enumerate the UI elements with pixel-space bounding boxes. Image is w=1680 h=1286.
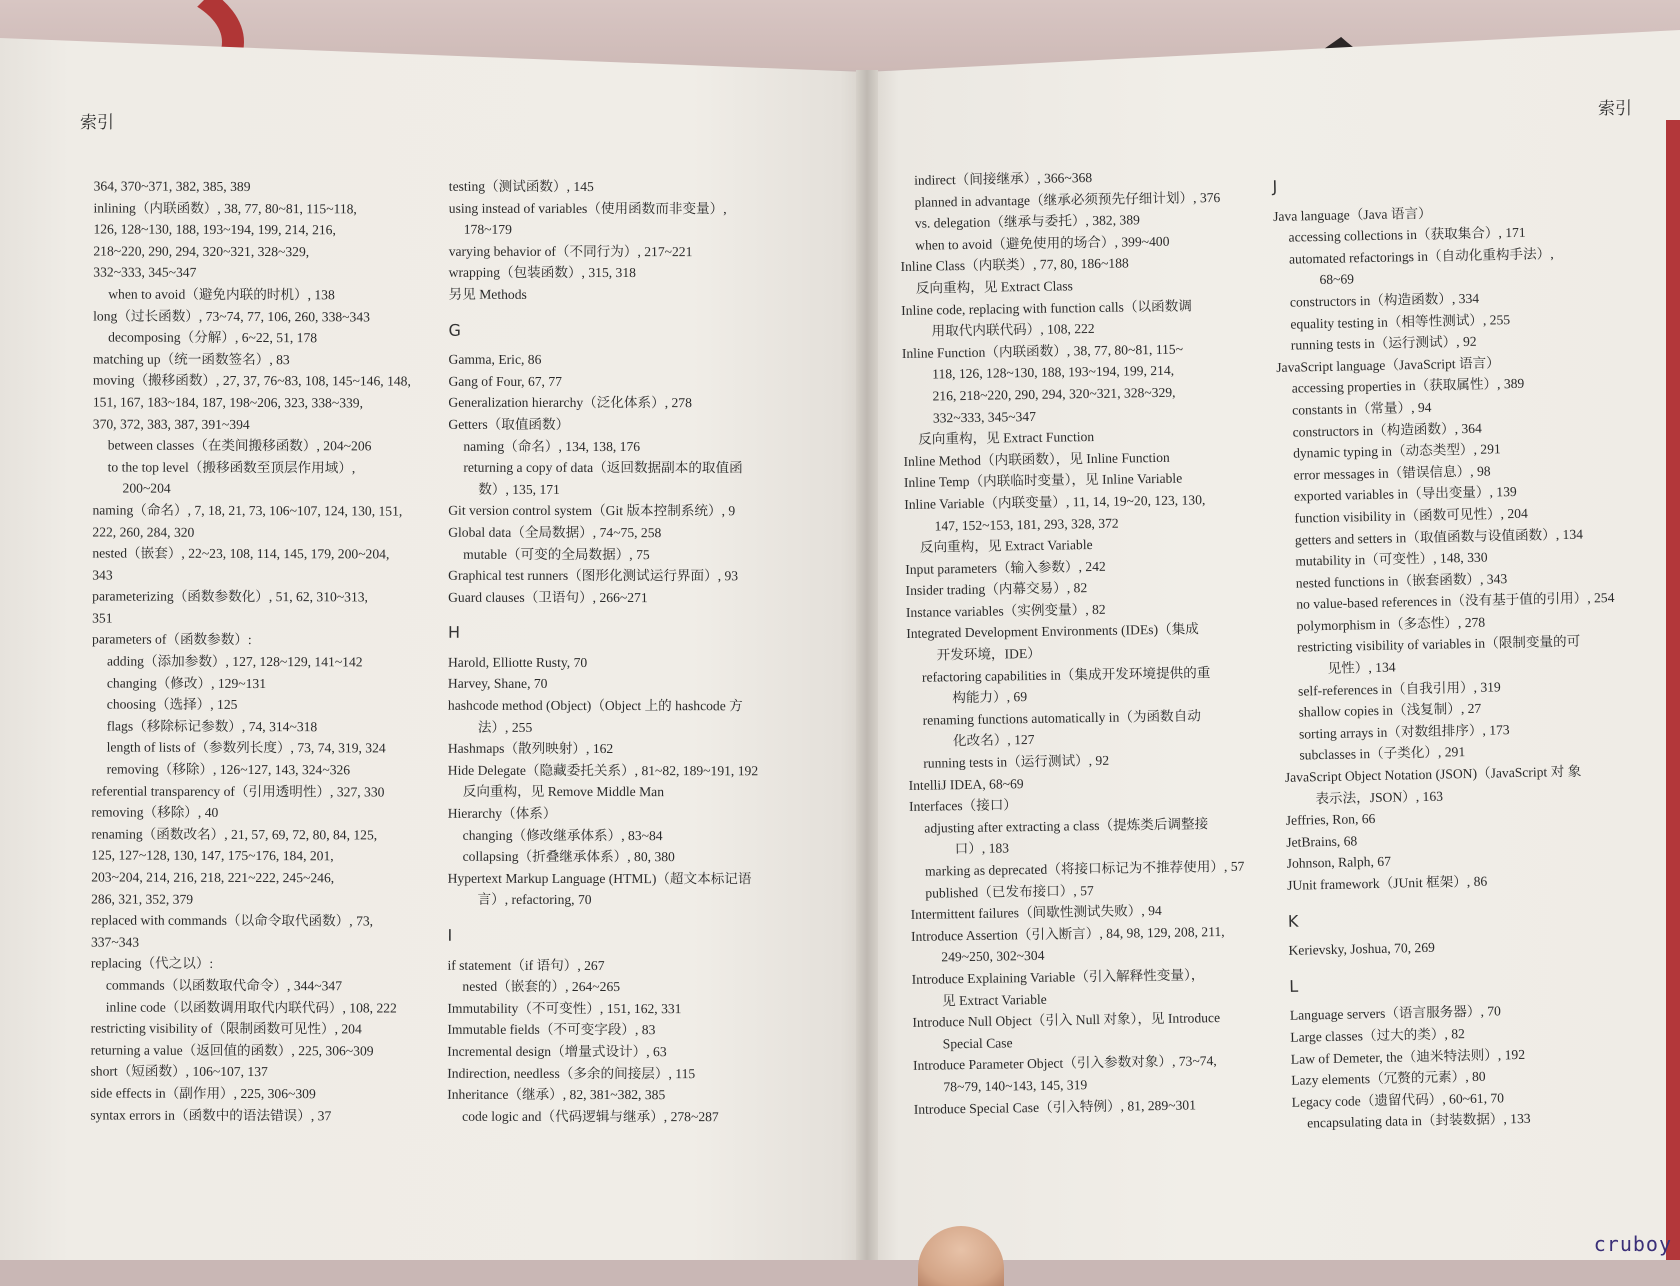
index-entry: Integrated Development Environments (IDEs)（集成 <box>906 621 1199 642</box>
index-entry: Jeffries, Ron, 66 <box>1285 811 1376 829</box>
index-entry: 言）, refactoring, 70 <box>477 892 592 908</box>
index-entry: Incremental design（增量式设计）, 63 <box>447 1043 667 1060</box>
index-entry: side effects in（副作用）, 225, 306~309 <box>90 1085 316 1102</box>
index-entry: wrapping（包装函数）, 315, 318 <box>448 265 636 281</box>
index-entry: changing（修改）, 129~131 <box>106 675 267 691</box>
index-entry: parameters of（函数参数）: <box>92 631 252 648</box>
index-column-1 <box>90 175 411 1126</box>
index-entry: referential transparency of（引用透明性）, 327, 330 <box>91 783 385 800</box>
index-entry: Guard clauses（卫语句）, 266~271 <box>448 589 648 605</box>
index-letter-heading: K <box>1287 911 1299 931</box>
index-entry: Inline code, replacing with function calls（以函数调 <box>901 297 1192 318</box>
index-entry: 222, 260, 284, 320 <box>92 523 195 540</box>
index-entry: indirect（间接继承）, 366~368 <box>914 169 1093 188</box>
index-entry: error messages in（错误信息）, 98 <box>1293 463 1491 483</box>
index-entry: function visibility in（函数可见性）, 204 <box>1294 505 1528 526</box>
index-entry: 216, 218~220, 290, 294, 320~321, 328~329, <box>932 384 1176 404</box>
index-entry: Legacy code（遗留代码）, 60~61, 70 <box>1291 1090 1505 1110</box>
index-entry: 数）, 135, 171 <box>478 481 560 497</box>
index-entry: 用取代内联代码）, 108, 222 <box>931 321 1095 339</box>
index-entry: constants in（常量）, 94 <box>1292 399 1432 418</box>
index-entry: 218~220, 290, 294, 320~321, 328~329, <box>93 243 310 259</box>
index-letter-heading: L <box>1289 976 1299 996</box>
index-entry: naming（命名）, 7, 18, 21, 73, 106~107, 124, 130, 151, <box>92 502 403 519</box>
index-entry: Lazy elements（冗赘的元素）, 80 <box>1291 1068 1486 1088</box>
index-entry: replacing（代之以）: <box>90 955 214 972</box>
index-entry: encapsulating data in（封装数据）, 133 <box>1306 1111 1531 1131</box>
index-entry: Harvey, Shane, 70 <box>447 676 548 692</box>
index-entry: 118, 126, 128~130, 188, 193~194, 199, 214, <box>932 363 1175 382</box>
index-entry: Global data（全局数据）, 74~75, 258 <box>448 524 662 541</box>
index-entry: Graphical test runners（图形化测试运行界面）, 93 <box>448 567 739 584</box>
index-entry: vs. delegation（继承与委托）, 382, 389 <box>914 212 1140 231</box>
index-entry: equality testing in（相等性测试）, 255 <box>1290 311 1511 332</box>
index-entry: Input parameters（输入参数）, 242 <box>905 558 1106 577</box>
index-entry: Java language（Java 语言） <box>1272 205 1432 224</box>
index-entry: adjusting after extracting a class（提炼类后调整接 <box>924 816 1209 836</box>
index-entry: 126, 128~130, 188, 193~194, 199, 214, 216, <box>93 221 336 238</box>
index-entry: automated refactorings in（自动化重构手法）, <box>1288 245 1554 267</box>
index-entry: no value-based references in（没有基于值的引用）, 254 <box>1296 590 1615 612</box>
index-entry: running tests in（运行测试）, 92 <box>1290 333 1477 353</box>
index-entry: returning a value（返回值的函数）, 225, 306~309 <box>90 1042 374 1059</box>
index-entry: JUnit framework（JUnit 框架）, 86 <box>1286 873 1488 893</box>
index-entry: published（已发布接口）, 57 <box>925 882 1094 901</box>
index-entry: JetBrains, 68 <box>1286 833 1358 850</box>
watermark: cruboy <box>1593 1232 1672 1256</box>
index-entry: Harold, Elliotte Rusty, 70 <box>447 654 588 670</box>
index-entry: Interfaces（接口） <box>908 797 1018 815</box>
index-entry: Inline Class（内联类）, 77, 80, 186~188 <box>900 255 1129 275</box>
index-entry: polymorphism in（多态性）, 278 <box>1296 614 1486 634</box>
index-entry: 反向重构，见 Extract Function <box>918 429 1095 447</box>
right-page-header: 索引 <box>1598 99 1632 119</box>
index-letter-heading: G <box>448 320 461 340</box>
index-entry: Inline Temp（内联临时变量），见 Inline Variable <box>903 470 1183 491</box>
index-entry: Indirection, needless（多余的间接层）, 115 <box>447 1065 696 1081</box>
index-entry: long（过长函数）, 73~74, 77, 106, 260, 338~343 <box>93 308 370 324</box>
index-entry: 法）, 255 <box>477 719 533 735</box>
index-entry: Gamma, Eric, 86 <box>448 351 542 368</box>
index-entry: sorting arrays in（对数组排序）, 173 <box>1298 721 1510 742</box>
index-column-2 <box>447 176 759 1128</box>
index-entry: inline code（以函数调用取代内联代码）, 108, 222 <box>105 999 397 1016</box>
index-entry: Kerievsky, Joshua, 70, 269 <box>1288 939 1436 959</box>
index-entry: Introduce Parameter Object（引入参数对象）, 73~74, <box>912 1053 1217 1074</box>
index-entry: 151, 167, 183~184, 187, 198~206, 323, 338~339, <box>92 394 364 411</box>
index-entry: nested functions in（嵌套函数）, 343 <box>1295 570 1508 591</box>
index-column-3 <box>899 165 1248 1120</box>
index-entry: Instance variables（实例变量）, 82 <box>905 601 1106 620</box>
index-entry: getters and setters in（取值函数与设值函数）, 134 <box>1294 526 1584 548</box>
index-entry: IntelliJ IDEA, 68~69 <box>908 775 1024 793</box>
index-entry: 286, 321, 352, 379 <box>91 891 194 907</box>
index-entry: naming（命名）, 134, 138, 176 <box>463 438 641 454</box>
index-entry: 332~333, 345~347 <box>932 408 1037 426</box>
index-entry: constructors in（构造函数）, 334 <box>1289 290 1480 310</box>
index-entry: hashcode method (Object)（Object 上的 hashcode 方 <box>447 697 743 714</box>
index-entry: 见 Extract Variable <box>941 991 1047 1008</box>
index-entry: Hashmaps（散列映射）, 162 <box>447 740 614 757</box>
index-entry: varying behavior of（不同行为）, 217~221 <box>448 243 693 259</box>
index-entry: choosing（选择）, 125 <box>106 696 238 713</box>
index-entry: running tests in（运行测试）, 92 <box>923 752 1110 771</box>
index-entry: removing（移除）, 126~127, 143, 324~326 <box>106 761 351 778</box>
index-entry: Introduce Assertion（引入断言）, 84, 98, 129, 208, 211, <box>910 923 1225 944</box>
index-entry: 化改名）, 127 <box>952 732 1035 749</box>
index-entry: replaced with commands（以命令取代函数）, 73, <box>91 912 374 929</box>
index-entry: 反向重构，见 Extract Class <box>915 278 1074 296</box>
index-entry: 见性）, 134 <box>1327 659 1396 677</box>
index-entry: refactoring capabilities in（集成开发环境提供的重 <box>921 664 1211 685</box>
index-entry: matching up（统一函数签名）, 83 <box>92 351 290 367</box>
index-entry: JavaScript Object Notation (JSON)（JavaScript 对 象 <box>1284 763 1582 785</box>
index-entry: exported variables in（导出变量）, 139 <box>1293 484 1517 504</box>
index-entry: Introduce Null Object（引入 Null 对象），见 Introduce <box>912 1010 1221 1031</box>
index-entry: Inline Method（内联函数），见 Inline Function <box>903 449 1170 469</box>
index-entry: Immutable fields（不可变字段）, 83 <box>447 1022 656 1038</box>
index-entry: parameterizing（函数参数化）, 51, 62, 310~313, <box>92 588 369 605</box>
left-page-header: 索引 <box>80 113 114 133</box>
index-entry: restricting visibility of（限制函数可见性）, 204 <box>90 1020 362 1037</box>
index-entry: 开发环境，IDE） <box>936 645 1041 663</box>
index-entry: 351 <box>92 610 113 626</box>
index-entry: short（短函数）, 106~107, 137 <box>90 1063 268 1080</box>
index-entry: 337~343 <box>90 934 140 950</box>
index-entry: Insider trading（内幕交易）, 82 <box>905 580 1088 599</box>
index-entry: Large classes（过大的类）, 82 <box>1290 1026 1466 1045</box>
index-entry: removing（移除）, 40 <box>91 804 219 821</box>
index-entry: Git version control system（Git 版本控制系统）, 9 <box>448 503 736 519</box>
index-entry: 另见 Methods <box>448 286 527 302</box>
index-entry: JavaScript language（JavaScript 语言） <box>1276 355 1500 375</box>
index-entry: Immutability（不可变性）, 151, 162, 331 <box>447 1000 682 1016</box>
index-entry: Inline Variable（内联变量）, 11, 14, 19~20, 123, 130, <box>904 492 1206 512</box>
index-entry: 178~179 <box>463 221 512 238</box>
index-entry: accessing properties in（获取属性）, 389 <box>1291 376 1525 396</box>
index-entry: Getters（取值函数） <box>448 416 570 432</box>
index-entry: collapsing（折叠继承体系）, 80, 380 <box>462 848 675 865</box>
index-entry: between classes（在类间搬移函数）, 204~206 <box>107 437 372 454</box>
index-entry: 78~79, 140~143, 145, 319 <box>943 1077 1088 1095</box>
index-entry: renaming functions automatically in（为函数自动 <box>922 708 1201 728</box>
book-spine <box>856 70 878 1260</box>
index-entry: nested（嵌套）, 22~23, 108, 114, 145, 179, 200~204, <box>92 545 390 562</box>
index-entry: constructors in（构造函数）, 364 <box>1292 420 1482 440</box>
index-letter-heading: I <box>447 925 453 945</box>
index-entry: Hierarchy（体系） <box>447 805 557 821</box>
index-entry: mutable（可变的全局数据）, 75 <box>463 546 650 562</box>
index-entry: code logic and（代码逻辑与继承）, 278~287 <box>462 1108 719 1124</box>
index-entry: decomposing（分解）, 6~22, 51, 178 <box>108 329 318 346</box>
index-entry: using instead of variables（使用函数而非变量）, <box>448 200 727 216</box>
index-entry: when to avoid（避免内联的时机）, 138 <box>108 286 335 303</box>
index-entry: dynamic typing in（动态类型）, 291 <box>1292 441 1501 461</box>
index-entry: Johnson, Ralph, 67 <box>1286 854 1392 872</box>
index-entry: 口）, 183 <box>954 840 1010 857</box>
index-entry: accessing collections in（获取集合）, 171 <box>1288 224 1526 245</box>
index-entry: shallow copies in（浅复制）, 27 <box>1298 700 1482 720</box>
index-entry: Special Case <box>942 1035 1013 1052</box>
index-entry: Law of Demeter, the（迪米特法则）, 192 <box>1290 1046 1526 1067</box>
index-entry: 332~333, 345~347 <box>93 264 197 281</box>
index-entry: moving（搬移函数）, 27, 37, 76~83, 108, 145~146, 148, <box>92 372 411 389</box>
index-entry: self-references in（自我引用）, 319 <box>1297 678 1501 699</box>
index-entry: 构能力）, 69 <box>952 689 1028 706</box>
index-entry: 68~69 <box>1319 271 1355 288</box>
index-entry: Hypertext Markup Language (HTML)（超文本标记语 <box>447 870 752 887</box>
index-entry: renaming（函数改名）, 21, 57, 69, 72, 80, 84, 125, <box>91 826 378 843</box>
index-entry: Hide Delegate（隐藏委托关系）, 81~82, 189~191, 192 <box>447 762 759 779</box>
index-entry: testing（测试函数）, 145 <box>448 178 594 194</box>
index-column-4 <box>1272 155 1626 1135</box>
index-entry: length of lists of（参数列长度）, 73, 74, 319, 324 <box>106 739 386 756</box>
index-entry: 反向重构，见 Extract Variable <box>919 537 1093 555</box>
index-entry: Introduce Explaining Variable（引入解释性变量）， <box>911 967 1205 987</box>
index-entry: subclasses in（子类化）, 291 <box>1299 744 1466 763</box>
index-entry: 反向重构，见 Remove Middle Man <box>462 784 665 800</box>
index-entry: Generalization hierarchy（泛化体系）, 278 <box>448 395 692 411</box>
index-entry: changing（修改继承体系）, 83~84 <box>462 827 663 843</box>
index-entry: if statement（if 语句）, 267 <box>447 957 605 973</box>
index-entry: 147, 152~153, 181, 293, 328, 372 <box>934 515 1119 533</box>
index-entry: restricting visibility of variables in（限制变量的可 <box>1297 634 1581 656</box>
index-entry: mutability in（可变性）, 148, 330 <box>1295 549 1488 569</box>
index-entry: inlining（内联函数）, 38, 77, 80~81, 115~118, <box>93 200 357 216</box>
index-entry: Inheritance（继承）, 82, 381~382, 385 <box>447 1086 666 1103</box>
index-entry: 343 <box>92 567 113 583</box>
index-entry: Gang of Four, 67, 77 <box>448 373 562 389</box>
index-letter-heading: J <box>1272 176 1278 196</box>
book-cover-edge <box>1666 120 1680 1260</box>
index-entry: commands（以函数取代命令）, 344~347 <box>105 977 343 994</box>
index-entry: adding（添加参数）, 127, 128~129, 141~142 <box>106 653 363 670</box>
index-entry: Language servers（语言服务器）, 70 <box>1289 1003 1502 1024</box>
index-entry: syntax errors in（函数中的语法错误）, 37 <box>90 1106 332 1123</box>
index-entry: to the top level（搬移函数至顶层作用域）, <box>107 459 356 476</box>
index-letter-heading: H <box>448 623 461 643</box>
index-entry: 表示法，JSON）, 163 <box>1315 788 1444 806</box>
index-entry: 364, 370~371, 382, 385, 389 <box>93 178 251 194</box>
index-entry: Introduce Special Case（引入特例）, 81, 289~301 <box>913 1096 1197 1117</box>
index-entry: returning a copy of data（返回数据副本的取值函 <box>463 459 743 476</box>
index-entry: 125, 127~128, 130, 147, 175~176, 184, 201, <box>91 847 334 864</box>
index-entry: 370, 372, 383, 387, 391~394 <box>92 415 250 432</box>
index-entry: Intermittent failures（间歇性测试失败）, 94 <box>910 903 1162 923</box>
index-entry: planned in advantage（继承必须预先仔细计划）, 376 <box>914 189 1221 210</box>
index-entry: 249~250, 302~304 <box>941 948 1045 965</box>
index-entry: 200~204 <box>122 480 171 497</box>
index-entry: flags（移除标记参数）, 74, 314~318 <box>106 718 318 735</box>
index-entry: nested（嵌套的）, 264~265 <box>462 978 621 995</box>
index-entry: when to avoid（避免使用的场合）, 399~400 <box>915 233 1170 253</box>
index-entry: Inline Function（内联函数）, 38, 77, 80~81, 115~ <box>901 341 1184 361</box>
index-entry: 203~204, 214, 216, 218, 221~222, 245~246, <box>91 869 335 886</box>
index-entry: marking as deprecated（将接口标记为不推荐使用）, 57 <box>924 858 1245 879</box>
